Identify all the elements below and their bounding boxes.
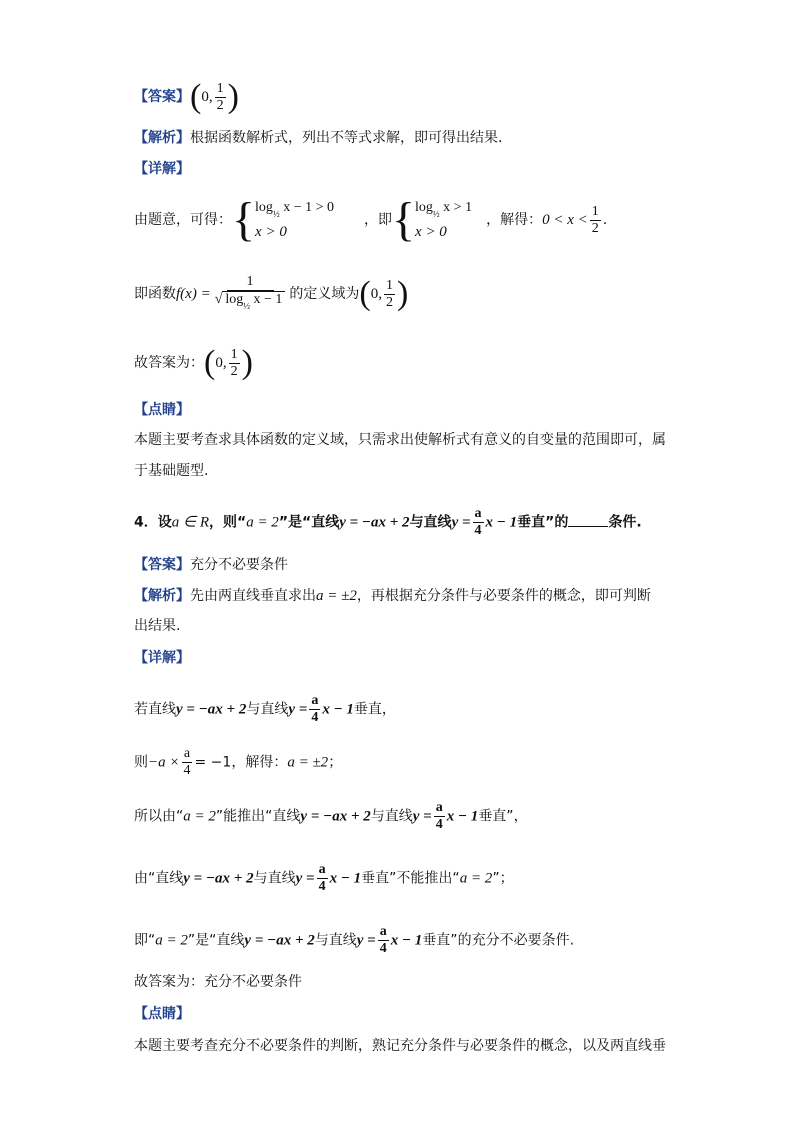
q4-review-tag: 【点睛】 bbox=[134, 1006, 190, 1022]
q4-final: 故答案为：充分不必要条件 bbox=[134, 974, 302, 990]
q3-review-text-2: 于基础题型. bbox=[134, 463, 209, 479]
answer-blank bbox=[568, 526, 608, 527]
q4-analysis-row-2: 出结果. bbox=[134, 618, 181, 634]
q3-analysis-row bbox=[134, 128, 502, 148]
q4-review-text: 本题主要考查充分不必要条件的判断，熟记充分条件与必要条件的概念，以及两直线垂 bbox=[134, 1038, 666, 1054]
analysis-text: 根据函数解析式，列出不等式求解，即可得出结果. bbox=[190, 130, 503, 146]
q4-question: 4．设a ∈ R，则“a = 2”是“直线y = −ax + 2与直线y = $\frac{a}{4}$ x − 1垂直”的 条件. bbox=[134, 506, 642, 538]
q3-answer-row: 【答案】(0, $\frac{1}{2}$ ) bbox=[134, 78, 239, 115]
q4-detail-tag: 【详解】 bbox=[134, 650, 190, 666]
q4-step-5: 即“a = 2”是“直线y = −ax + 2与直线y = $\frac{a}{4}$ x − 1垂直”的充分不必要条件. bbox=[134, 924, 575, 956]
q3-detail-tag: 【详解】 bbox=[134, 161, 190, 177]
q3-review-tag: 【点睛】 bbox=[134, 402, 190, 418]
q4-step-4: 由“直线y = −ax + 2与直线y = $\frac{a}{4}$ x − 1垂直”不能推出“a = 2”； bbox=[134, 862, 514, 894]
q3-review-text-1: 本题主要考查求具体函数的定义域，只需求出使解析式有意义的自变量的范围即可，属 bbox=[134, 432, 666, 448]
q4-answer-row: 【答案】充分不必要条件 bbox=[134, 557, 288, 573]
q3-function-row: 即函数f(x) = $\frac{1}{√ \log_{\frac{1}{2}} x - 1}$ 的定义域为(0, $\frac{1}{2}$ ) bbox=[134, 274, 409, 312]
fraction-half: $\frac{1}{2}$ bbox=[216, 80, 224, 113]
q4-step-1: 若直线y = −ax + 2与直线y = $\frac{a}{4}$ x − 1垂直， bbox=[134, 693, 396, 725]
q4-step-2: 则−a × $\frac{a}{4}$ = −1，解得：a = ±2； bbox=[134, 746, 343, 778]
inequality-system-2: $\log_{\frac{1}{2}} x > 1$ x > 0 bbox=[415, 200, 473, 240]
q4-step-3: 所以由“a = 2”能推出“直线y = −ax + 2与直线y = $\frac{a}{4}$ x − 1垂直”， bbox=[134, 800, 528, 832]
q3-detail-system-row: 由题意，可得：{ $\log_{\frac{1}{2}} x - 1 > 0$ x > 0 ，即{ $\log_{\frac{1}{2}} x > 1$ x > 0 ，解得：0 < x < $\frac{1}{2}$ . bbox=[134, 193, 608, 246]
q4-analysis-row: 【解析】先由两直线垂直求出a = ±2，再根据充分条件与必要条件的概念，即可判断 bbox=[134, 588, 651, 604]
inequality-system-1: $\log_{\frac{1}{2}} x - 1 > 0$ x > 0 bbox=[255, 200, 334, 240]
function-fraction: $\frac{1}{√ \log_{\frac{1}{2}} x - 1}$ bbox=[213, 274, 288, 314]
q3-final-row: 故答案为：(0, $\frac{1}{2}$ ) bbox=[134, 344, 253, 381]
analysis-tag: 【解析】 bbox=[134, 130, 190, 146]
answer-tag: 【答案】 bbox=[134, 89, 190, 105]
